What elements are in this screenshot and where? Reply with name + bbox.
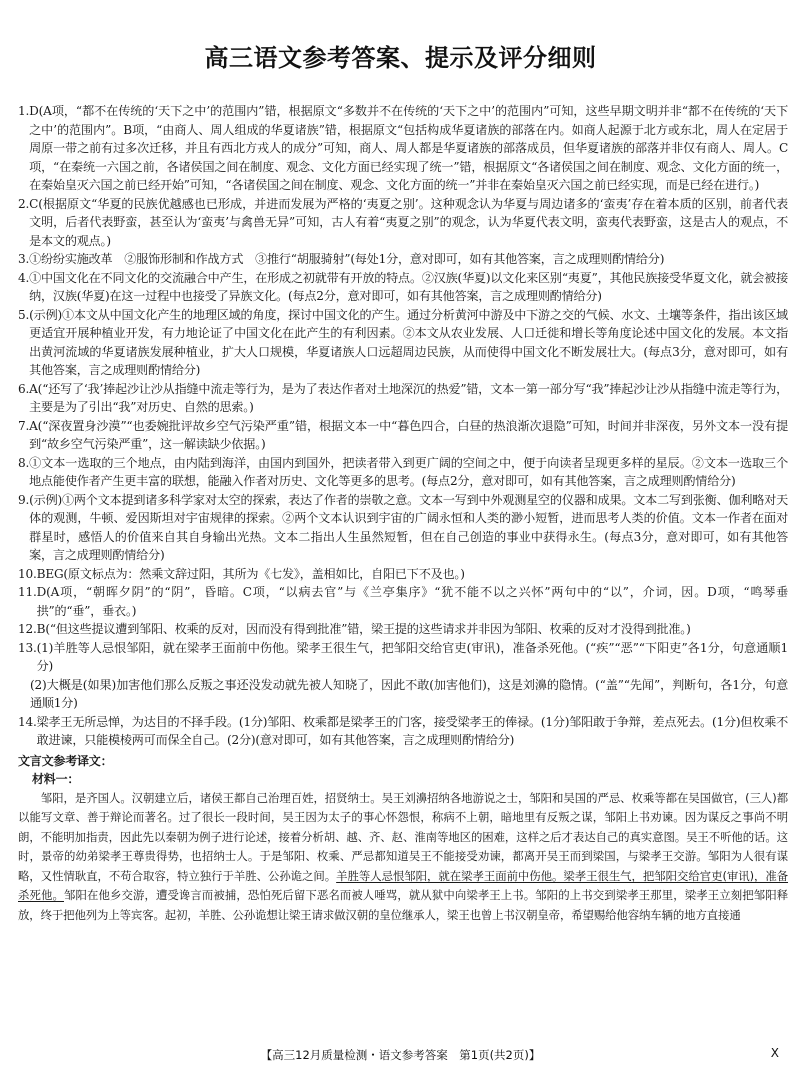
answer-subitem bbox=[18, 676, 788, 713]
answer-text: ①中国文化在不同文化的交流融合中产生，在形成之初就带有开放的特点。②汉族(华夏)以文化来区别“夷夏”，其他民族接受华夏文化，就会被接纳，汉族(华夏)在这一过程中也接受了异族文化。(每点2分，意对即可，如有其他答案，言之成理则酌情给分) bbox=[29, 270, 788, 303]
answer-item bbox=[18, 269, 788, 306]
answer-text: C(根据原文“华夏的民族优越感也已形成，并进而发展为严格的‘夷夏之别’。这种观念认为华夏与周边诸多的‘蛮夷’存在着本质的区别，前者代表文明，后者代表野蛮，甚至认为‘蛮夷’与禽兽无异”可知，古人有着“夷夏之别”的观念，认为华夏代表文明，蛮夷代表野蛮，这是古人的观点，不是本文的观点。) bbox=[29, 196, 788, 248]
answer-number: 4. bbox=[18, 270, 30, 285]
answer-text: D(A项，“都不在传统的‘天下之中’的范围内”错，根据原文“多数并不在传统的‘天下之中’的范围内”可知，这些早期文明并非“都不在传统的‘天下之中’的范围内”。B项，“由商人、周人组成的华夏诸族”错，根据原文“包括构成华夏诸族的部落在内。如商人起源于北方或东北，周人在定居于周原一带之前有过多次迁移，并且有西北方戎人的成分”可知，商人、周人都是华夏诸族的部落成员，但华夏诸族的部落并非仅有商人、周人。C项，“在秦统一六国之前，各诸侯国之间在制度、观念、文化方面已经实现了统一”错，根据原文“各诸侯国之间在制度、观念、文化方面的统一，在秦始皇灭六国之前已经开始”可知，“各诸侯国之间在制度、观念、文化方面的统一”并非在秦始皇灭六国之前已经实现，而是已经在进行。) bbox=[29, 104, 788, 192]
translation-text-before: 邹阳，是齐国人。汉朝建立后，诸侯王都自己治理百姓，招贤纳士。吴王刘濞招纳各地游说之士，邹阳和吴国的严忌、枚乘等都在吴国做官，(三人)都以能写文章、善于辩论而著名。过了很长一段时间，吴王因为太子的事心怀怨恨，称病不上朝，暗地里有反叛之谋，邹阳上书劝谏。因为谋反之事尚不明朗，不能明加指责，因此先以秦朝为例子进行论述，接着分析胡、越、齐、赵、淮南等地区的困难，这样之后才表达自己的真实意图。吴王不听他的话。这时，景帝的幼弟梁孝王尊贵得势，也招纳士人。于是邹阳、枚乘、严忌都知道吴王不能接受劝谏，都离开吴王而到梁国，与梁孝王交游。邹阳为人很有谋略，又性情耿直，不苟合取容，特立独行于羊胜、公孙诡之间。 bbox=[18, 790, 788, 883]
answer-list bbox=[18, 102, 788, 926]
answer-number: 1. bbox=[18, 104, 30, 118]
answer-number: 3. bbox=[18, 252, 30, 266]
answer-number: 6. bbox=[18, 381, 30, 396]
answer-item bbox=[18, 620, 788, 639]
translation-paragraph bbox=[18, 789, 788, 926]
corner-mark: X bbox=[770, 1046, 779, 1060]
answer-text: ①文本一选取的三个地点，由内陆到海洋，由国内到国外，把读者带入到更广阔的空间之中，便于向读者呈现更多样的星辰。②文本一选取三个地点能使作者产生更丰富的联想，能融入作者对历史、文化等更多的思考。(每点2分，意对即可，如有其他答案，言之成理则酌情给分) bbox=[29, 455, 788, 488]
answer-text: 梁孝王无所忌惮，为达目的不择手段。(1分)邹阳、枚乘都是梁孝王的门客，接受梁孝王的俸禄。(1分)邹阳敢于争辩，差点死去。(1分)但枚乘不敢进谏，只能模棱两可而保全自己。(2分)(意对即可，如有其他答案，言之成理则酌情给分) bbox=[36, 714, 788, 747]
answer-number: 11. bbox=[18, 585, 37, 599]
answer-text: A(“还写了‘我’捧起沙让沙从指缝中流走等行为，是为了表达作者对土地深沉的热爱”错，文本一第一部分写“我”捧起沙让沙从指缝中流走等行为，主要是为了引出“我”对历史、自然的思索。) bbox=[29, 381, 788, 414]
answer-number: 12. bbox=[18, 622, 37, 636]
translation-underlined-text: 羊胜等人忌恨邹阳，就在梁孝王面前中伤他。梁孝王很生气，把邹阳交给官吏(审讯)，准备杀死他。 bbox=[18, 868, 789, 903]
answer-number: 14. bbox=[18, 714, 37, 729]
translation-text-after: 邹阳在他乡交游，遭受谗言而被捕，恐怕死后留下恶名而被人唾骂，就从狱中向梁孝王上书。邹阳的上书交到梁孝王那里，梁孝王立刻把邹阳释放，终于把他列为上等宾客。起初，羊胜、公孙诡想让梁王请求做汉朝的皇位继承人，梁王也曾上书汉朝皇帝，希望赐给他容纳车辆的地方直接通 bbox=[18, 888, 788, 923]
answer-number: 10. bbox=[18, 566, 37, 581]
answer-number: 8. bbox=[18, 455, 30, 470]
answer-item bbox=[18, 639, 788, 676]
answer-item bbox=[18, 102, 788, 195]
answer-item bbox=[18, 713, 788, 750]
answer-text: (1)羊胜等人忌恨邹阳，就在梁孝王面前中伤他。梁孝王很生气，把邹阳交给官吏(审讯)，准备杀死他。(“疾”“恶”“下阳吏”各1分，句意通顺1分) bbox=[36, 640, 788, 673]
answer-text: (示例)①本文从中国文化产生的地理区域的角度，探讨中国文化的产生。通过分析黄河中游及中下游之交的气候、水文、土壤等条件，指出该区域更适宜开展种植业开发，有力地论证了中国文化在此产生的有利因素。②本文从农业发展、人口迁徙和增长等角度论述中国文化的发展。本文指出黄河流域的华夏诸族发展种植业，扩大人口规模，华夏诸族人口远超周边民族，从而使得中国文化不断发展壮大。(每点3分，意对即可，如有其他答案，言之成理则酌情给分) bbox=[29, 307, 788, 377]
answer-item bbox=[18, 565, 788, 584]
answer-text: (示例)①两个文本提到诸多科学家对太空的探索，表达了作者的崇敬之意。文本一写到中外观测星空的仪器和成果。文本二写到张衡、伽利略对天体的观测，牛顿、爱因斯坦对宇宙规律的探索。②两个文本认识到宇宙的广阔永恒和人类的渺小短暂，进而思考人类的价值。文本一作者在面对群星时，感悟人的价值来自其自身输出光热。文本二指出人生虽然短暂，但在自己创造的事业中获得永生。(每点3分，意对即可，如有其他答案，言之成理则酌情给分) bbox=[29, 492, 788, 562]
answer-item bbox=[18, 454, 788, 491]
answer-number: 7. bbox=[18, 418, 30, 433]
answer-item bbox=[18, 195, 788, 251]
answer-text: ①纷纷实施改革 ②服饰形制和作战方式 ③推行“胡服骑射”(每处1分，意对即可，如有其他答案，言之成理则酌情给分) bbox=[29, 252, 665, 266]
answer-item bbox=[18, 380, 788, 417]
answer-item bbox=[18, 583, 788, 620]
answer-number: 2. bbox=[18, 196, 30, 211]
answer-number: 9. bbox=[18, 492, 30, 507]
answer-number: 5. bbox=[18, 307, 30, 322]
translation-heading: 文言文参考译文： bbox=[18, 753, 113, 768]
answer-text: D(A项，“朝晖夕阴”的“阴”，昏暗。C项，“以病去官”与《兰亭集序》“犹不能不以之兴怀”两句中的“以”，介词，因。D项，“鸣琴垂拱”的“垂”，垂衣。) bbox=[36, 585, 788, 618]
page-footer: 【高三12月质量检测・语文参考答案 第1页(共2页)】 bbox=[260, 1048, 541, 1062]
answer-subtext: (2)大概是(如果)加害他们那么反叛之事还没发动就先被人知晓了，因此不敢(加害他们)，这是刘濞的隐情。(“盖”“先闻”，判断句，各1分，句意通顺1分) bbox=[30, 677, 788, 710]
page-title: 高三语文参考答案、提示及评分细则 bbox=[204, 44, 597, 72]
answer-item bbox=[18, 250, 788, 269]
answer-number: 13. bbox=[18, 640, 37, 655]
answer-text: B(“但这些提议遭到邹阳、枚乘的反对，因而没有得到批准”错，梁王提的这些请求并非因为邹阳、枚乘的反对才没得到批准。) bbox=[36, 622, 691, 636]
answer-item bbox=[18, 306, 788, 380]
answer-text: BEG(原文标点为：然乘文辞过阳，其所为《七发》，盖相如比，自阳已下不及也。) bbox=[36, 566, 465, 581]
material-heading: 材料一： bbox=[32, 772, 80, 786]
answer-item bbox=[18, 491, 788, 565]
answer-text: A(“深夜置身沙漠”“也委婉批评故乡空气污染严重”错，根据文本一中“暮色四合，白昼的热浪渐次退隐”可知，时间并非深夜，另外文本一没有提到“故乡空气污染严重”，这一解读缺少依据。) bbox=[29, 418, 788, 451]
answer-item bbox=[18, 417, 788, 454]
